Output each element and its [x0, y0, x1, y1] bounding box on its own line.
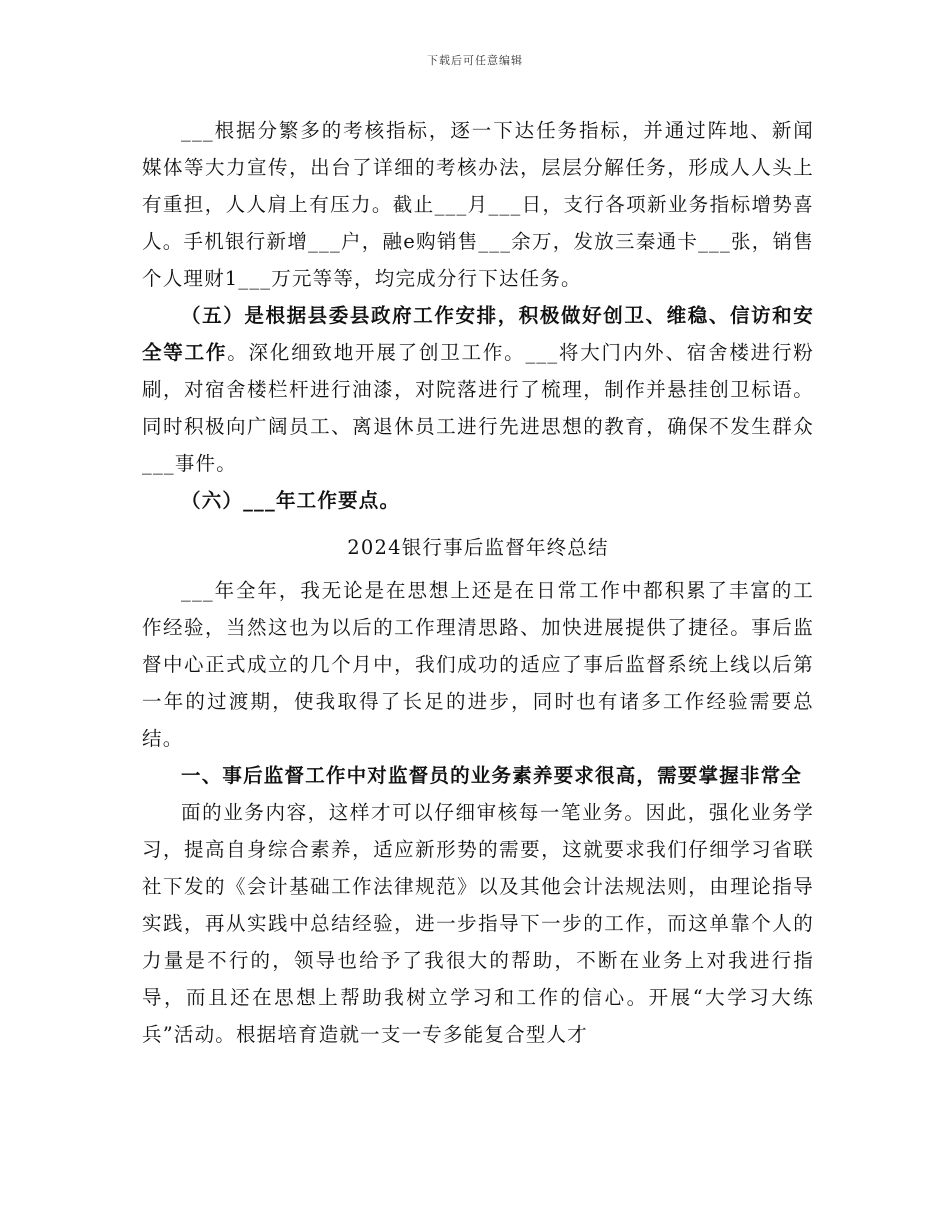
section-one-heading: 一、事后监督工作中对监督员的业务素养要求很高，需要掌握非常全 — [181, 764, 803, 787]
paragraph-annual-summary: ___年全年，我无论是在思想上还是在日常工作中都积累了丰富的工作经验，当然这也为以后的工作理清思路、加快进展提供了捷径。事后监督中心正式成立的几个月中，我们成功的适应了事后监督系统上线以后第一年的过渡期，使我取得了长足的进步，同时也有诸多工作经验需要总结。 — [142, 579, 814, 750]
paragraph-section-five — [142, 297, 814, 482]
section-six-heading: （六）___年工作要点。 — [181, 489, 401, 512]
section-five-text: 。深化细致地开展了创卫工作。___将大门内外、宿舍楼进行粉刷，对宿舍楼栏杆进行油漆，对院落进行了梳理，制作并悬挂创卫标语。同时积极向广阔员工、离退休员工进行先进思想的教育，确保不发生群众___事件。 — [142, 341, 814, 475]
document-title: 2024银行事后监督年终总结 — [347, 536, 609, 559]
paragraph-task-indicators: ___根据分繁多的考核指标，逐一下达任务指标，并通过阵地、新闻媒体等大力宣传，出台了详细的考核办法，层层分解任务，形成人人头上有重担，人人肩上有压力。截止___月___日，支行各项新业务指标增势喜人。手机银行新增___户，融e购销售___余万，发放三秦通卡___张，销售个人理财1___万元等等，均完成分行下达任务。 — [142, 119, 814, 290]
section-five-heading: （五）是根据县委县政府工作安排，积极做好创卫、维稳、信访和安全等工作 — [142, 304, 814, 364]
paragraph-business-study: 面的业务内容，这样才可以仔细审核每一笔业务。因此，强化业务学习，提高自身综合素养，适应新形势的需要，这就要求我们仔细学习省联社下发的《会计基础工作法律规范》以及其他会计法规法则，由理论指导实践，再从实践中总结经验，进一步指导下一步的工作，而这单靠个人的力量是不行的，领导也给予了我很大的帮助，不断在业务上对我进行指导，而且还在思想上帮助我树立学习和工作的信心。开展“大学习大练兵”活动。根据培育造就一支一专多能复合型人才 — [142, 801, 814, 1046]
page-header: 下载后可任意编辑 — [427, 54, 523, 67]
document-body — [142, 112, 814, 1053]
